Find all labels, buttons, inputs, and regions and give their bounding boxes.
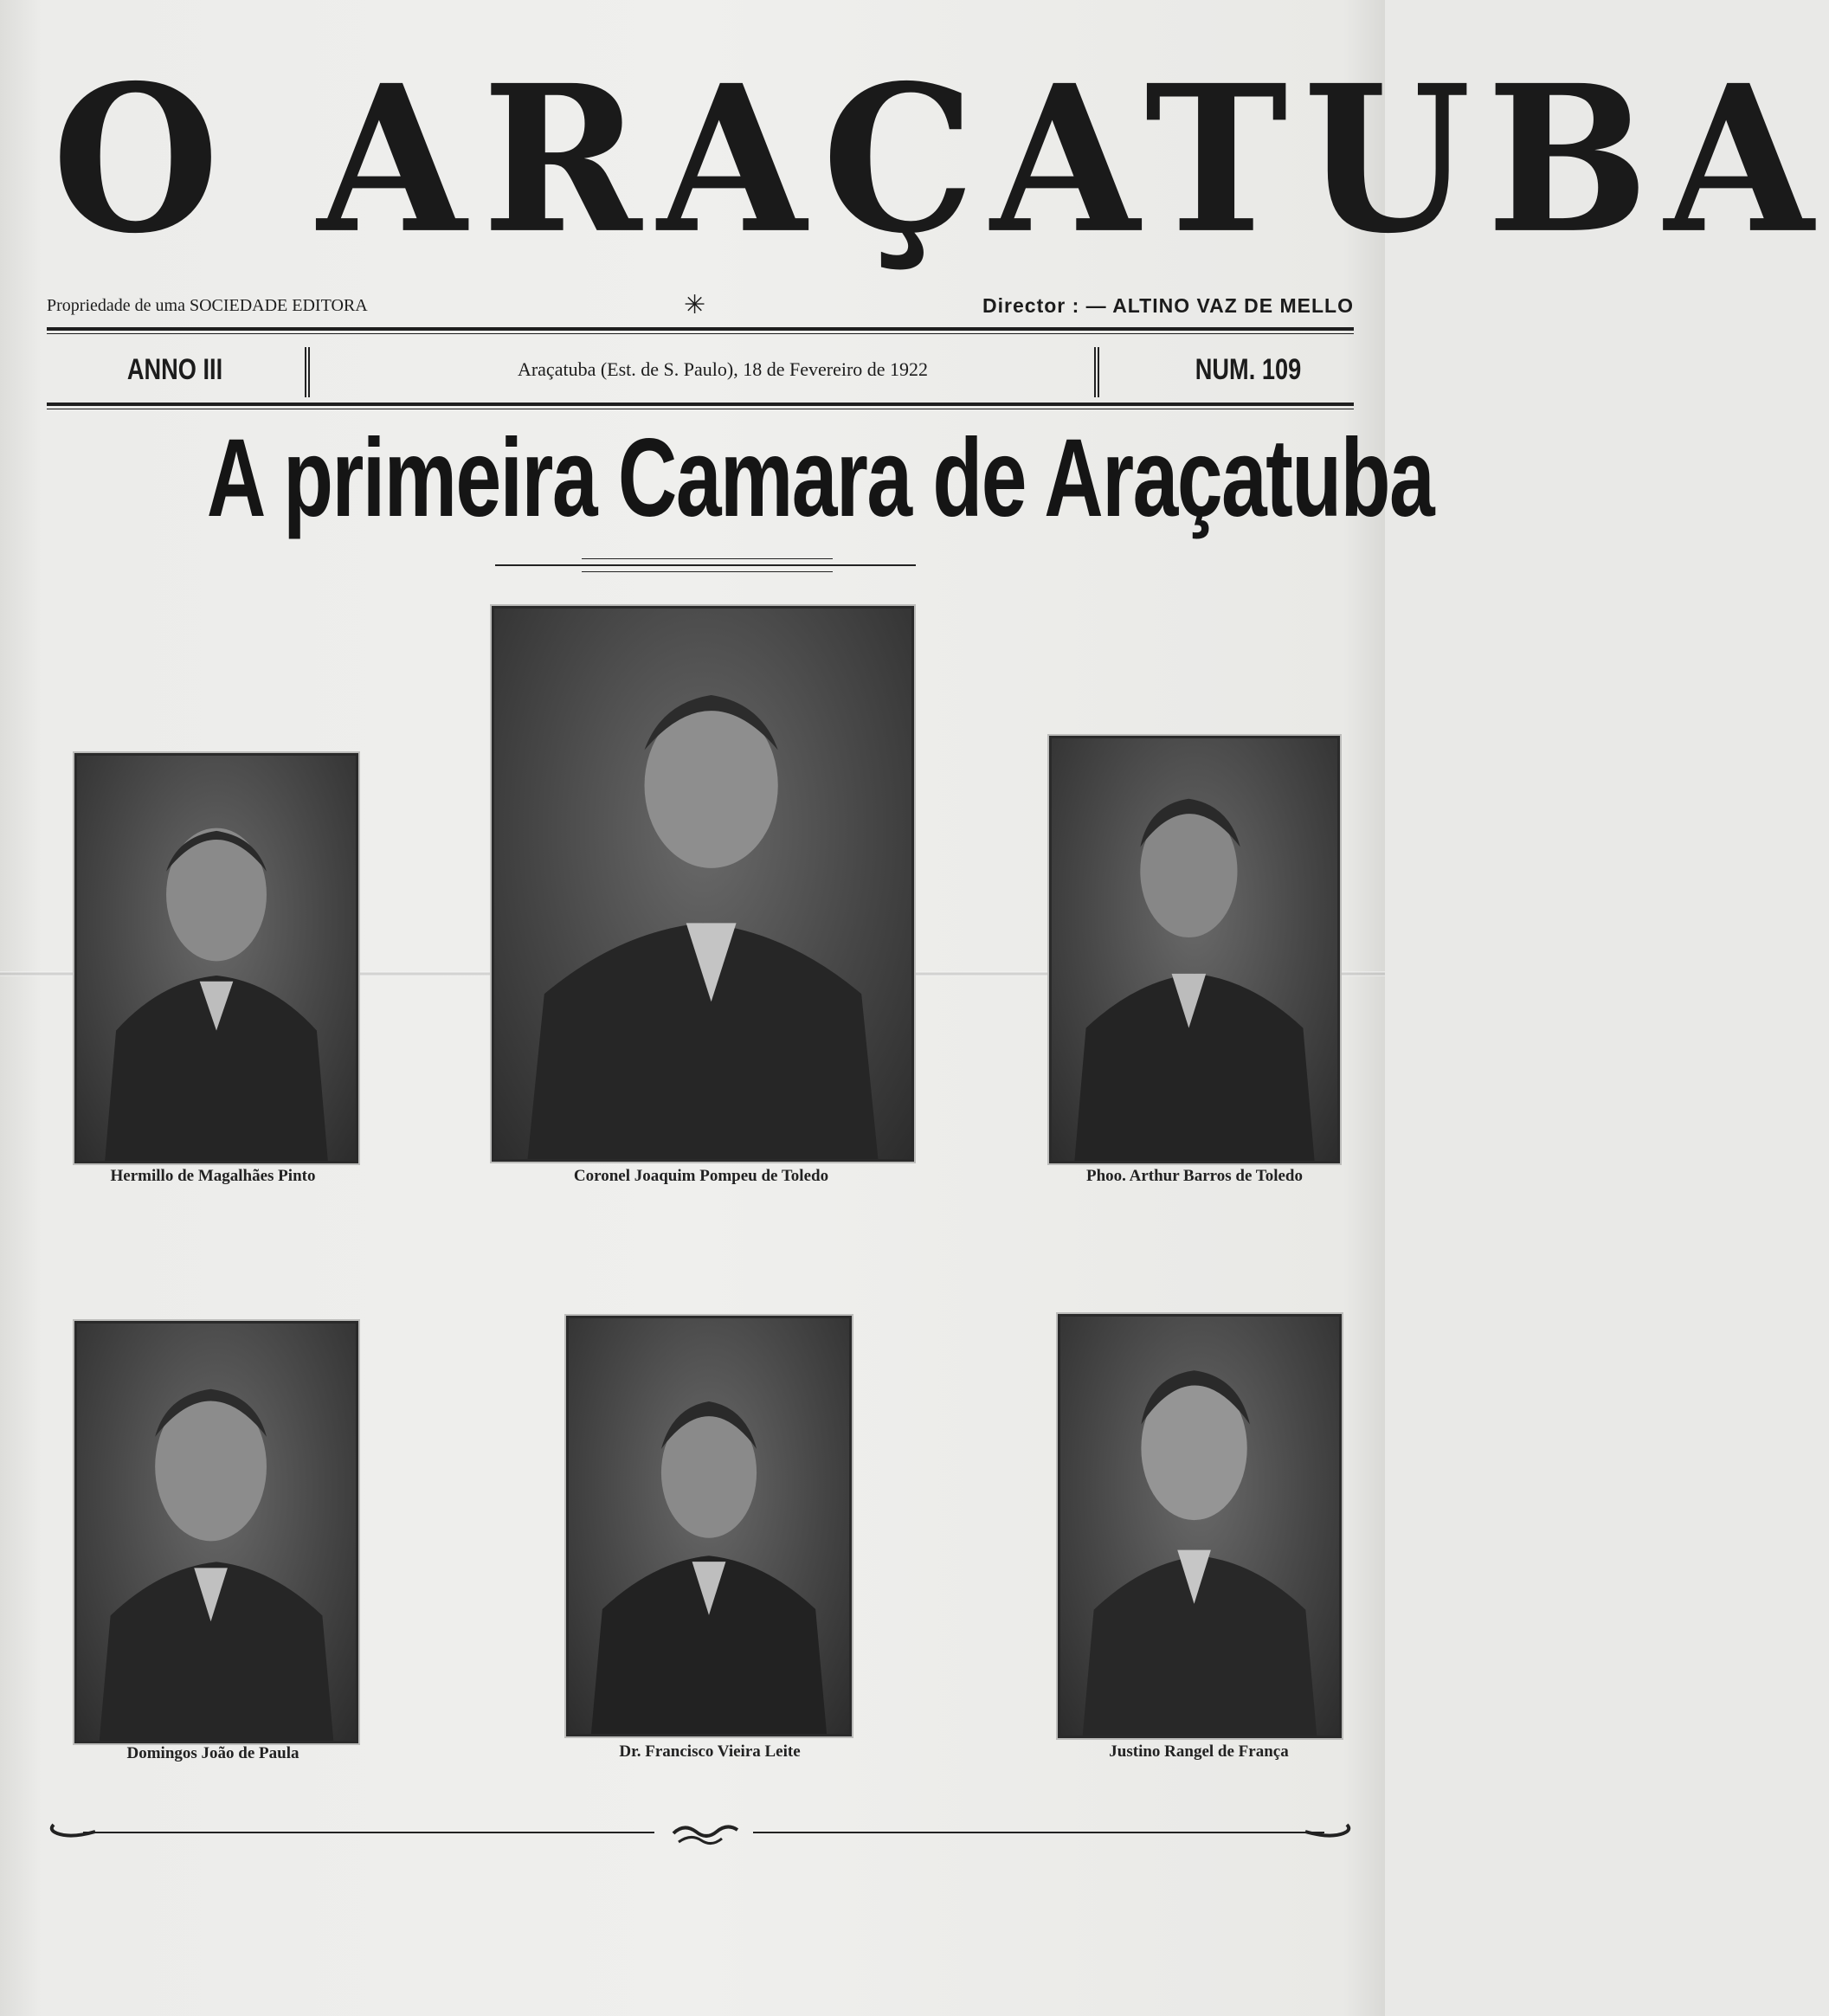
portrait-photo-5 bbox=[566, 1316, 852, 1736]
headline: A primeira Camara de Araçatuba bbox=[206, 416, 1434, 540]
portrait-caption-5: Dr. Francisco Vieira Leite bbox=[619, 1742, 801, 1761]
info-bar bbox=[47, 342, 1354, 397]
portrait-photo-3 bbox=[1049, 736, 1340, 1163]
portrait-caption-1: Hermillo de Magalhães Pinto bbox=[110, 1167, 316, 1185]
portrait-silhouette bbox=[77, 1324, 356, 1741]
footer-curl-right bbox=[1304, 1818, 1356, 1844]
director-line: Director : — ALTINO VAZ DE MELLO bbox=[982, 294, 1354, 317]
portrait-photo-6 bbox=[1058, 1314, 1342, 1738]
info-separator bbox=[1098, 347, 1099, 397]
portrait-caption-4: Domingos João de Paula bbox=[126, 1744, 299, 1762]
top-rule bbox=[47, 327, 1354, 331]
portrait-silhouette bbox=[77, 756, 356, 1161]
top-rule-thin bbox=[47, 333, 1354, 334]
issue-number: NUM. 109 bbox=[1195, 353, 1302, 386]
info-separator bbox=[305, 347, 306, 397]
info-separator bbox=[308, 347, 310, 397]
portrait-photo-2 bbox=[492, 606, 914, 1162]
volume-label: ANNO III bbox=[126, 353, 223, 386]
info-separator bbox=[1094, 347, 1096, 397]
portrait-silhouette bbox=[494, 609, 911, 1159]
footer-curl-left bbox=[45, 1818, 97, 1844]
portrait-silhouette bbox=[569, 1318, 849, 1734]
portrait-silhouette bbox=[1052, 738, 1337, 1161]
portrait-caption-6: Justino Rangel de França bbox=[1109, 1742, 1289, 1761]
portrait-caption-2: Coronel Joaquim Pompeu de Toledo bbox=[573, 1167, 829, 1185]
headline-ornament-rule bbox=[582, 558, 833, 559]
dateline: Araçatuba (Est. de S. Paulo), 18 de Fevereiro de 1922 bbox=[517, 358, 929, 380]
bottom-rule bbox=[47, 403, 1354, 406]
footer-ornament bbox=[667, 1816, 744, 1851]
property-line: Propriedade de uma SOCIEDADE EDITORA bbox=[47, 296, 368, 315]
portrait-caption-3: Phoo. Arthur Barros de Toledo bbox=[1085, 1167, 1304, 1185]
masthead-title: O ARAÇATUBA bbox=[52, 42, 1829, 279]
footer-rule-right bbox=[753, 1832, 1324, 1833]
headline-ornament-rule bbox=[582, 571, 833, 572]
masthead-ornament: ✳ bbox=[684, 290, 706, 320]
footer-rule-left bbox=[83, 1832, 654, 1833]
portrait-photo-4 bbox=[74, 1321, 358, 1743]
headline-ornament-rule bbox=[495, 564, 916, 566]
portrait-silhouette bbox=[1060, 1317, 1339, 1736]
portrait-photo-1 bbox=[74, 753, 358, 1163]
